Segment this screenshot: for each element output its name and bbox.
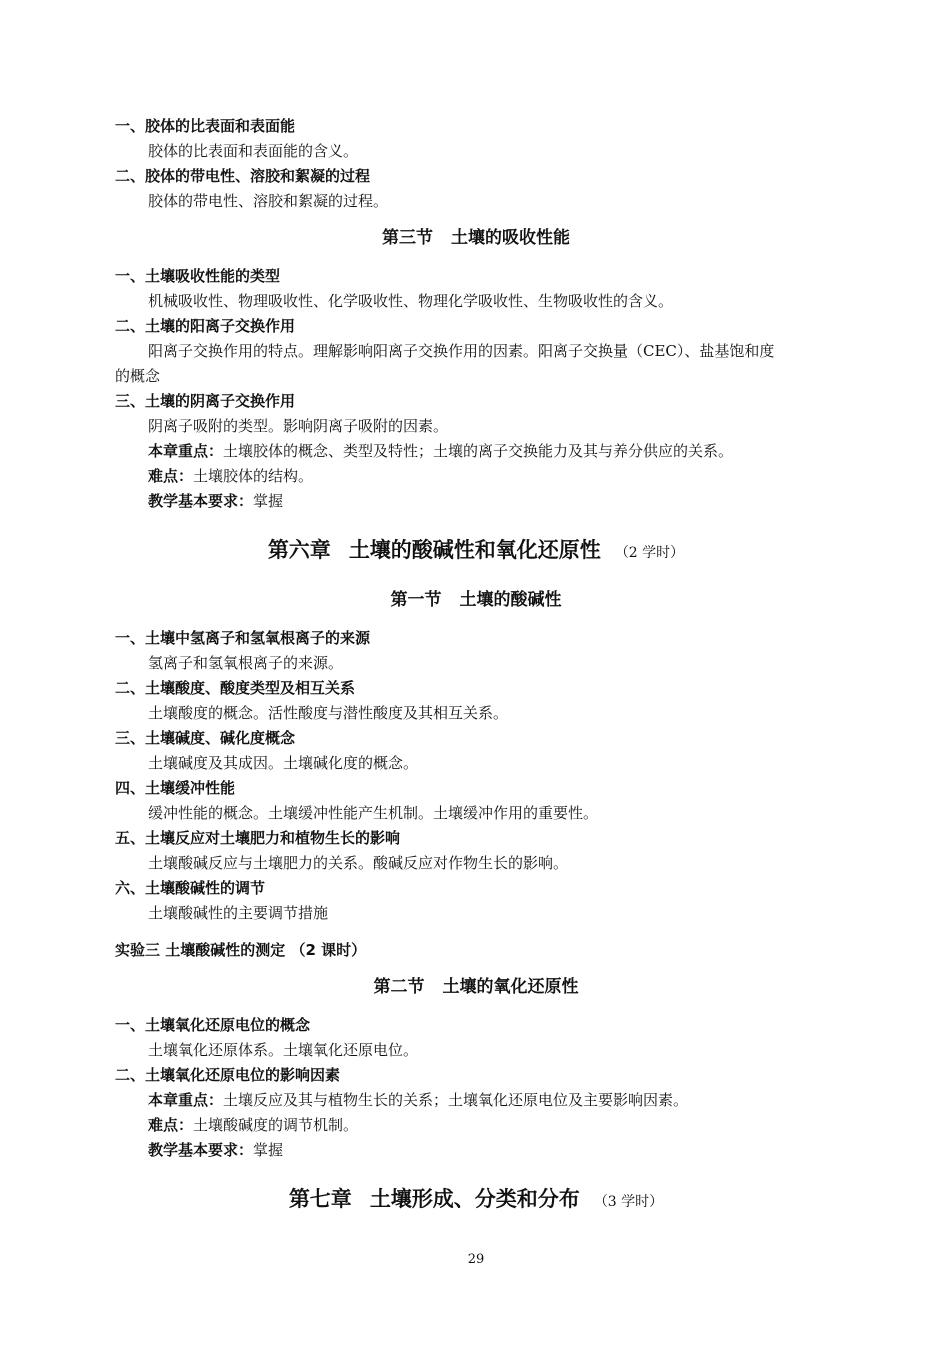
chapter-key-points: 本章重点：土壤反应及其与植物生长的关系；土壤氧化还原电位及主要影响因素。 bbox=[148, 1091, 689, 1109]
paragraph: 胶体的带电性、溶胶和絮凝的过程。 bbox=[148, 192, 389, 210]
paragraph: 阳离子交换作用的特点。理解影响阳离子交换作用的因素。阳离子交换量（CEC）、盐基饱和度 bbox=[148, 342, 775, 360]
chapter-key-points: 本章重点：土壤胶体的概念、类型及特性；土壤的离子交换能力及其与养分供应的关系。 bbox=[148, 442, 734, 460]
teaching-requirement: 教学基本要求：掌握 bbox=[148, 492, 284, 510]
paragraph: 土壤氧化还原体系。土壤氧化还原电位。 bbox=[148, 1041, 419, 1059]
paragraph: 阴离子吸附的类型。影响阴离子吸附的因素。 bbox=[148, 417, 449, 435]
chapter-title-6: 第六章 土壤的酸碱性和氧化还原性 （2 学时） bbox=[267, 538, 685, 562]
paragraph: 氢离子和氢氧根离子的来源。 bbox=[148, 654, 344, 672]
section-title-6-1: 第一节 土壤的酸碱性 bbox=[390, 590, 562, 610]
heading: 一、土壤吸收性能的类型 bbox=[115, 267, 281, 285]
heading: 六、土壤酸碱性的调节 bbox=[115, 879, 266, 897]
chapter-difficulty: 难点：土壤胶体的结构。 bbox=[148, 467, 314, 485]
paragraph: 土壤酸碱反应与土壤肥力的关系。酸碱反应对作物生长的影响。 bbox=[148, 854, 569, 872]
paragraph: 胶体的比表面和表面能的含义。 bbox=[148, 142, 359, 160]
heading: 二、土壤氧化还原电位的影响因素 bbox=[115, 1066, 341, 1084]
heading: 一、土壤中氢离子和氢氧根离子的来源 bbox=[115, 629, 371, 647]
paragraph: 土壤酸度的概念。活性酸度与潜性酸度及其相互关系。 bbox=[148, 704, 509, 722]
section-name: 土壤的吸收性能 bbox=[451, 228, 570, 248]
paragraph: 缓冲性能的概念。土壤缓冲性能产生机制。土壤缓冲作用的重要性。 bbox=[148, 804, 599, 822]
teaching-requirement: 教学基本要求：掌握 bbox=[148, 1141, 284, 1159]
paragraph: 土壤碱度及其成因。土壤碱化度的概念。 bbox=[148, 754, 419, 772]
section-title-6-2: 第二节 土壤的氧化还原性 bbox=[373, 977, 579, 997]
heading-colloid-charge: 二、胶体的带电性、溶胶和絮凝的过程 bbox=[115, 167, 371, 185]
section-title-3 bbox=[0, 228, 952, 248]
heading: 二、土壤酸度、酸度类型及相互关系 bbox=[115, 679, 356, 697]
heading-colloid-surface: 一、胶体的比表面和表面能 bbox=[115, 117, 296, 135]
paragraph: 土壤酸碱性的主要调节措施 bbox=[148, 904, 329, 922]
heading: 四、土壤缓冲性能 bbox=[115, 779, 236, 797]
page-number: 29 bbox=[467, 1252, 485, 1267]
paragraph: 机械吸收性、物理吸收性、化学吸收性、物理化学吸收性、生物吸收性的含义。 bbox=[148, 292, 674, 310]
heading: 三、土壤碱度、碱化度概念 bbox=[115, 729, 296, 747]
heading: 三、土壤的阴离子交换作用 bbox=[115, 392, 296, 410]
chapter-title-7: 第七章 土壤形成、分类和分布 （3 学时） bbox=[288, 1187, 664, 1211]
chapter-difficulty: 难点：土壤酸碱度的调节机制。 bbox=[148, 1116, 359, 1134]
section-number: 第三节 bbox=[382, 228, 433, 248]
heading: 一、土壤氧化还原电位的概念 bbox=[115, 1016, 311, 1034]
paragraph-continuation: 的概念 bbox=[115, 367, 161, 385]
heading: 五、土壤反应对土壤肥力和植物生长的影响 bbox=[115, 829, 401, 847]
heading: 二、土壤的阳离子交换作用 bbox=[115, 317, 296, 335]
experiment-line: 实验三 土壤酸碱性的测定 （2 课时） bbox=[115, 941, 367, 959]
